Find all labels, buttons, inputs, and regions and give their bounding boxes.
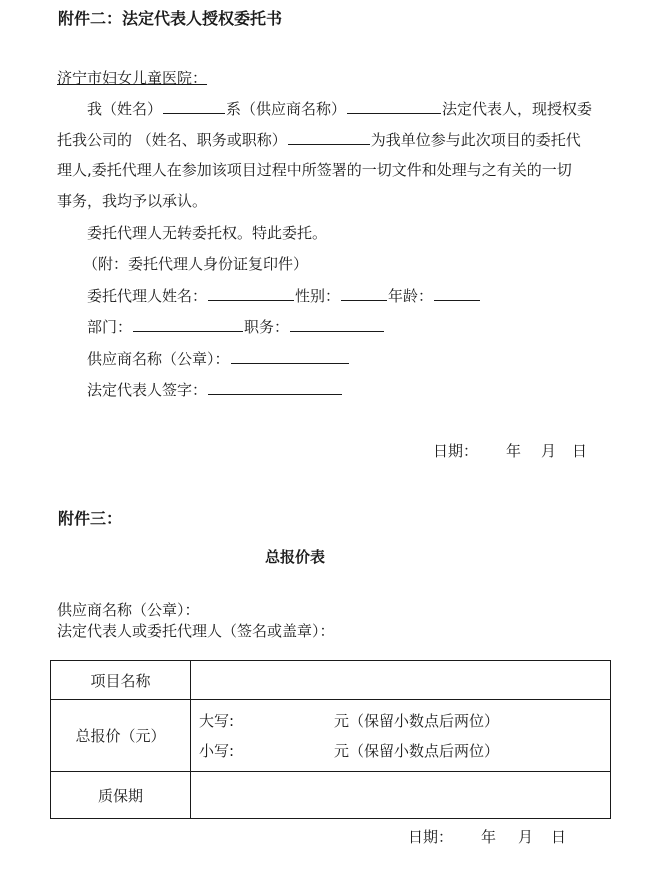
- legal-sign-blank[interactable]: [208, 379, 342, 395]
- date-month: 月: [518, 828, 534, 846]
- annex2-date: [433, 441, 587, 461]
- agent-info-label: 托我公司的 （姓名、职务或职称）: [57, 131, 287, 149]
- total-price-cell[interactable]: [191, 700, 611, 772]
- warranty-cell[interactable]: [191, 772, 611, 819]
- gender-label: 性别：: [295, 287, 341, 305]
- dept-label: 部门：: [87, 318, 133, 336]
- date-month: 月: [541, 442, 557, 460]
- age-label: 年龄：: [388, 287, 434, 305]
- quote-table: [50, 660, 611, 819]
- date-day: 日: [551, 828, 567, 846]
- position-blank[interactable]: [290, 316, 384, 332]
- supplier-seal-blank[interactable]: [231, 348, 349, 364]
- dept-blank[interactable]: [133, 316, 243, 332]
- paragraph-line-1: [87, 98, 592, 119]
- gender-blank[interactable]: [341, 285, 387, 301]
- quote-supplier-label: 供应商名称（公章）：: [57, 601, 200, 619]
- agent-purpose-text: 为我单位参与此次项目的委托代: [370, 131, 581, 149]
- agent-name-label: 委托代理人姓名：: [87, 287, 208, 305]
- uppercase-line: [191, 706, 610, 736]
- age-blank[interactable]: [434, 285, 480, 301]
- paragraph-line-2: [57, 129, 581, 150]
- annex2-title: 附件二：法定代表人授权委托书: [58, 9, 283, 28]
- supplier-seal-label: 供应商名称（公章）：: [87, 350, 230, 368]
- legal-sign-label: 法定代表人签字：: [87, 381, 208, 399]
- supplier-name-blank[interactable]: [347, 98, 441, 114]
- uppercase-note: 元（保留小数点后两位）: [334, 712, 500, 730]
- addressee: 济宁市妇女儿童医院：: [57, 69, 208, 87]
- total-price-label: 总报价（元）: [51, 700, 191, 772]
- paragraph-line-3: 理人,委托代理人在参加该项目过程中所签署的一切文件和处理与之有关的一切: [57, 161, 572, 179]
- uppercase-label: 大写:: [199, 712, 235, 730]
- table-row: [51, 772, 611, 819]
- warranty-label: 质保期: [51, 772, 191, 819]
- table-row: [51, 661, 611, 700]
- project-name-cell[interactable]: [191, 661, 611, 700]
- supplier-name-label: 系（供应商名称）: [226, 100, 347, 118]
- agent-details-line: [87, 285, 481, 306]
- annex3-date: [408, 827, 566, 847]
- no-transfer-text: 委托代理人无转委托权。特此委托。: [87, 224, 328, 242]
- dept-line: [87, 316, 385, 337]
- attachment-note: （附：委托代理人身份证复印件）: [83, 255, 309, 273]
- date-year: 年: [481, 828, 497, 846]
- position-label: 职务：: [244, 318, 290, 336]
- supplier-seal-line: [87, 348, 350, 369]
- legal-name-blank[interactable]: [163, 98, 225, 114]
- paragraph-line-4: 事务，我均予以承认。: [57, 192, 208, 210]
- quote-signer-label: 法定代表人或委托代理人（签名或盖章）：: [57, 622, 335, 640]
- lowercase-note: 元（保留小数点后两位）: [334, 742, 500, 760]
- quote-table-title: 总报价表: [265, 548, 326, 566]
- date-day: 日: [572, 442, 588, 460]
- table-row: [51, 700, 611, 772]
- name-label: 我（姓名）: [87, 100, 163, 118]
- lowercase-label: 小写:: [199, 742, 235, 760]
- annex3-title: 附件三：: [58, 509, 123, 528]
- legal-rep-text: 法定代表人，现授权委: [442, 100, 593, 118]
- date-label: 日期：: [408, 828, 454, 846]
- lowercase-line: [191, 736, 610, 766]
- date-label: 日期：: [433, 442, 479, 460]
- agent-name-blank[interactable]: [208, 285, 294, 301]
- legal-sign-line: [87, 379, 343, 400]
- date-year: 年: [506, 442, 522, 460]
- agent-info-blank[interactable]: [288, 129, 370, 145]
- project-name-label: 项目名称: [51, 661, 191, 700]
